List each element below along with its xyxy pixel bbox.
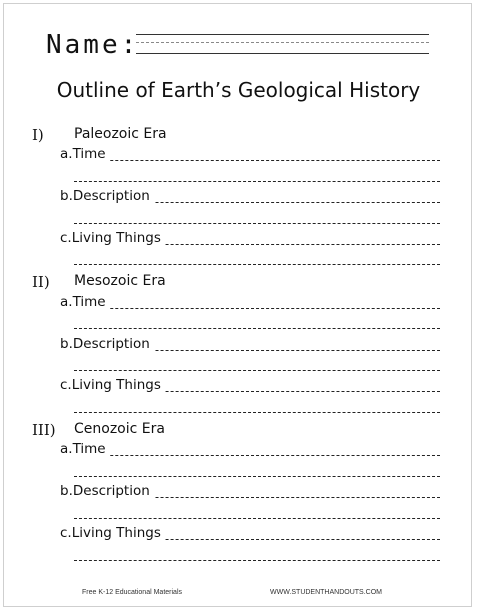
- answer-line-living-things[interactable]: [60, 230, 440, 250]
- item-label: Time: [72, 146, 106, 162]
- answer-line-continued[interactable]: [74, 518, 440, 519]
- footer-website-link[interactable]: WWW.STUDENTHANDOUTS.COM: [270, 589, 382, 596]
- item-prefix: a.: [60, 441, 73, 457]
- answer-line-continued[interactable]: [74, 223, 440, 224]
- item-prefix: b.: [60, 188, 73, 204]
- answer-line-continued[interactable]: [74, 412, 440, 413]
- item-label: Living Things: [71, 377, 161, 393]
- item-prefix: c.: [60, 377, 72, 393]
- era-number: II): [32, 273, 50, 291]
- answer-line-continued[interactable]: [74, 328, 440, 329]
- item-prefix: a.: [60, 294, 73, 310]
- item-prefix: b.: [60, 483, 73, 499]
- item-label: Time: [72, 294, 106, 310]
- item-label: Living Things: [71, 230, 161, 246]
- worksheet-title: Outline of Earth’s Geological History: [56, 78, 421, 102]
- name-writing-lines: [136, 34, 429, 58]
- item-label: Time: [72, 441, 106, 457]
- era-number: I): [32, 126, 44, 144]
- item-prefix: a.: [60, 146, 73, 162]
- item-label: Description: [72, 483, 150, 499]
- era-number: III): [32, 421, 56, 439]
- answer-line-continued[interactable]: [74, 560, 440, 561]
- answer-line-continued[interactable]: [74, 476, 440, 477]
- answer-line-time[interactable]: [60, 441, 440, 461]
- answer-line-description[interactable]: [60, 483, 440, 503]
- name-label: Name:: [46, 30, 140, 60]
- answer-line-living-things[interactable]: [60, 525, 440, 545]
- era-name: Mesozoic Era: [74, 273, 166, 289]
- answer-line-continued[interactable]: [74, 370, 440, 371]
- item-prefix: b.: [60, 336, 73, 352]
- item-label: Description: [72, 336, 150, 352]
- answer-line-living-things[interactable]: [60, 377, 440, 397]
- answer-line-description[interactable]: [60, 336, 440, 356]
- item-label: Living Things: [71, 525, 161, 541]
- item-prefix: c.: [60, 230, 72, 246]
- answer-line-time[interactable]: [60, 294, 440, 314]
- answer-line-description[interactable]: [60, 188, 440, 208]
- era-name: Cenozoic Era: [74, 421, 165, 437]
- item-prefix: c.: [60, 525, 72, 541]
- era-name: Paleozoic Era: [74, 126, 167, 142]
- item-label: Description: [72, 188, 150, 204]
- answer-line-continued[interactable]: [74, 181, 440, 182]
- answer-line-time[interactable]: [60, 146, 440, 166]
- footer-left-text: Free K-12 Educational Materials: [82, 589, 182, 596]
- answer-line-continued[interactable]: [74, 264, 440, 265]
